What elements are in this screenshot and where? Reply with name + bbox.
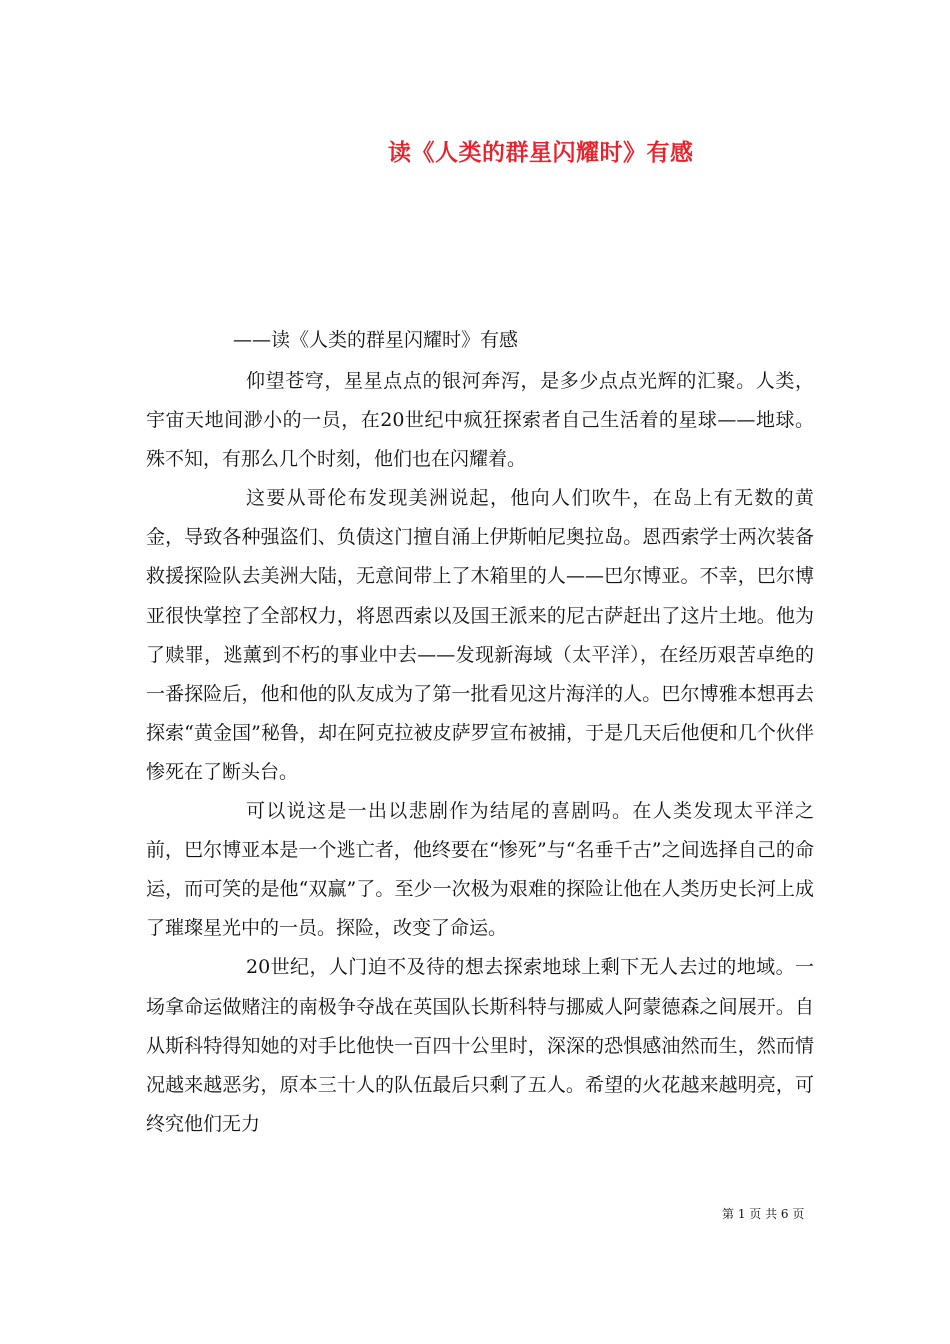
document-title: 读《人类的群星闪耀时》有感 <box>388 139 694 166</box>
document-subtitle: ——读《人类的群星闪耀时》有感 <box>233 329 519 351</box>
paragraph-3: 可以说这是一出以悲剧作为结尾的喜剧吗。在人类发现太平洋之前，巴尔博亚本是一个逃亡者，他终要在“惨死”与“名垂千古”之间选择自己的命运，而可笑的是他“双赢”了。至少一次极为艰难的探险让他在人类历史长河上成了璀璨星光中的一员。探险，改变了命运。 <box>146 800 814 940</box>
page-number-footer: 第 1 页 共 6 页 <box>722 1207 805 1221</box>
paragraph-4: 20世纪，人门迫不及待的想去探索地球上剩下无人去过的地域。一场拿命运做赌注的南极争夺战在英国队长斯科特与挪威人阿蒙德森之间展开。自从斯科特得知她的对手比他快一百四十公里时，深深的恐惧感油然而生，然而情况越来越恶劣，原本三十人的队伍最后只剩了五人。希望的火花越来越明亮，可终究他们无力 <box>146 956 814 1135</box>
document-body <box>146 362 814 1144</box>
paragraph-1: 仰望苍穹，星星点点的银河奔泻，是多少点点光辉的汇聚。人类，宇宙天地间渺小的一员，在20世纪中疯狂探索者自己生活着的星球——地球。殊不知，有那么几个时刻，他们也在闪耀着。 <box>146 370 814 471</box>
paragraph-2: 这要从哥伦布发现美洲说起，他向人们吹牛，在岛上有无数的黄金，导致各种强盗们、负债这门擅自涌上伊斯帕尼奥拉岛。恩西索学士两次装备救援探险队去美洲大陆，无意间带上了木箱里的人——巴尔博亚。不幸，巴尔博亚很快掌控了全部权力，将恩西索以及国王派来的尼古萨赶出了这片土地。他为了赎罪，逃薰到不朽的事业中去——发现新海域（太平洋），在经历艰苦卓绝的一番探险后，他和他的队友成为了第一批看见这片海洋的人。巴尔博雅本想再去探索“黄金国”秘鲁，却在阿克拉被皮萨罗宣布被捕，于是几天后他便和几个伙伴惨死在了断头台。 <box>146 487 814 783</box>
